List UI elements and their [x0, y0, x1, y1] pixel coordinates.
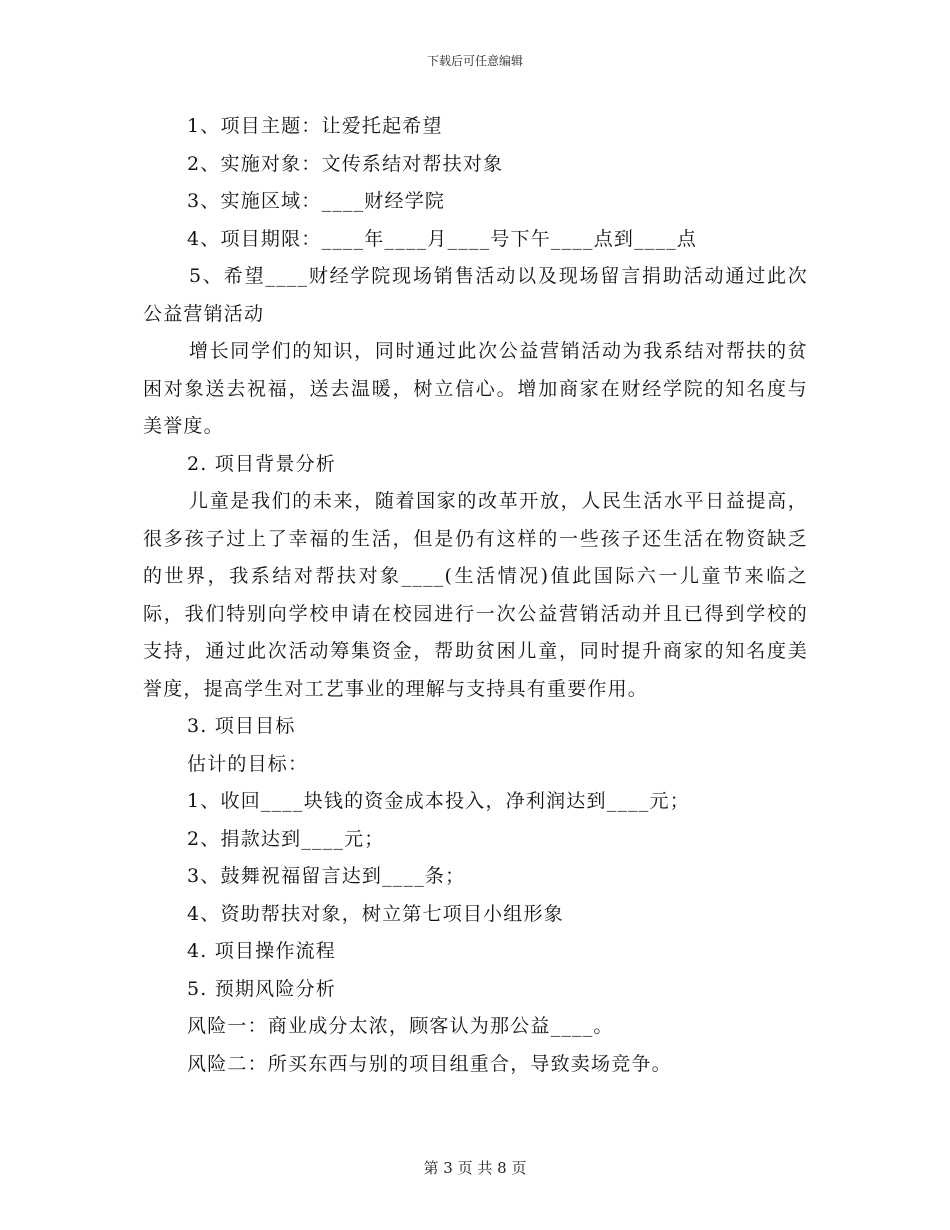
document-body [143, 108, 808, 1083]
heading-risk-analysis: 5. 预期风险分析 [187, 977, 336, 1000]
paragraph-period: 4、项目期限：____年____月____号下午____点到____点 [187, 227, 698, 250]
list-item-goal-3: 3、鼓舞祝福留言达到____条； [187, 865, 466, 887]
paragraph-target: 2、实施对象：文传系结对帮扶对象 [187, 152, 504, 175]
paragraph-estimated-goals: 估计的目标： [187, 752, 309, 775]
paragraph-background: 儿童是我们的未来，随着国家的改革开放，人民生活水平日益提高，很多孩子过上了幸福的生活，但是仍有这样的一些孩子还生活在物资缺乏的世界，我系结对帮扶对象____(生活情况)值此国际六一儿童节来临之际，我们特别向学校申请在校园进行一次公益营销活动并且已得到学校的支持，通过此次活动筹集资金，帮助贫困儿童，同时提升商家的知名度美誉度，提高学生对工艺事业的理解与支持具有重要作用。 [143, 490, 808, 700]
paragraph-area: 3、实施区域：____财经学院 [187, 190, 446, 212]
heading-background-analysis: 2. 项目背景分析 [187, 452, 336, 475]
list-item-goal-2: 2、捐款达到____元； [187, 827, 385, 850]
paragraph-hope: 5、希望____财经学院现场销售活动以及现场留言捐助活动通过此次公益营销活动 [143, 265, 808, 325]
paragraph-risk-2: 风险二：所买东西与别的项目组重合，导致卖场竞争。 [187, 1052, 672, 1075]
heading-operation-process: 4. 项目操作流程 [187, 940, 336, 962]
list-item-goal-1: 1、收回____块钱的资金成本投入，净利润达到____元； [187, 790, 690, 812]
page-header: 下载后可任意编辑 [426, 54, 523, 68]
heading-project-goals: 3. 项目目标 [187, 715, 296, 737]
paragraph-project-theme: 1、项目主题：让爱托起希望 [187, 115, 443, 137]
page-footer: 第 3 页 共 8 页 [423, 1159, 527, 1177]
list-item-goal-4: 4、资助帮扶对象，树立第七项目小组形象 [187, 902, 564, 925]
paragraph-risk-1: 风险一：商业成分太浓，顾客认为那公益____。 [187, 1015, 614, 1037]
paragraph-increase-knowledge: 增长同学们的知识，同时通过此次公益营销活动为我系结对帮扶的贫困对象送去祝福，送去温暖，树立信心。增加商家在财经学院的知名度与美誉度。 [143, 340, 808, 437]
